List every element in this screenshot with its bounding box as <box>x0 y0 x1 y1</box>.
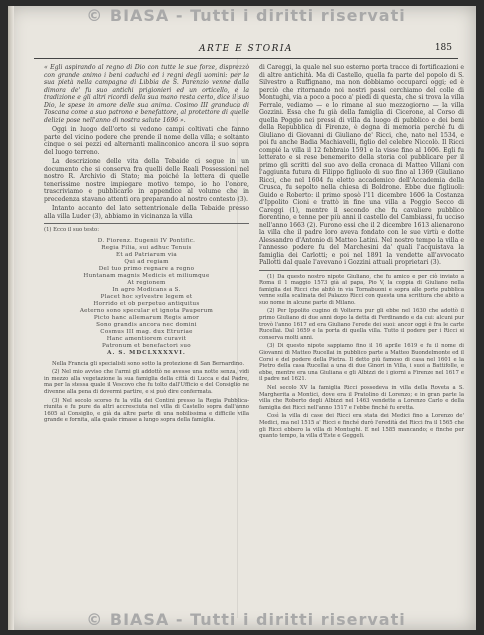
latin-inscription <box>44 238 249 357</box>
footnote: (1) Da questo nostro nipote Giuliano, che fu amico e per ciò inviato a Roma il 1 maggio 1573 già al papa, Pio V, la coppia di Giuliano nella famiglia dei Ricci che abitò in via Tornabuoni e sopra alle porte pubblica venne sulla scalinata del Palazzo Ricci con questa una scrittura che abitò a suo nome in alcune parte di Milano. <box>259 273 464 306</box>
inscription-line: Picto hanc allemarum Regis amor <box>93 314 200 321</box>
inscription-translation: « Egli aspirando al regno di Dio con tutte le sue forze, disprezzò con grande animo i beni caduchi ed i regni degli uomini: per la sua pietà nella campagna di Libbia de S. Parenzio venne dalla dimora de' fu suo antichi prigionieri ed un orticello, e la tradizione e gli altri ricordi della sua mano resta certo, dice il suo Dio, le spese in amore delle sua anima. Cosimo III granduca di Toscana come a suo patrono e benefattore, al protettore di quelle delizie pose nell'anno di nostra salute 1696 ». <box>44 64 249 124</box>
left-column <box>44 64 249 426</box>
body-paragraph: di Careggi, la quale nel suo esterno porta tracce di fortificazioni e di altre antichità. Ma di Castello, quella fa parte del popolo di S. Silvestro a Ruffignano, ma non dobbiamo occuparci oggi; ed è perciò che ritornando noi nostri passi cerchiamo del colle di Montughi, via a poco a poco a' piedi di questa, che si trova la villa Ferrale, vediamo — e lo rimane al suo mezzogiorno — la villa Gozzini. Essa che fu già della famiglia di Cicerone, al Corso di quella Poggio nei pressi di villa da luogo di pubblico e dei beni della Repubblica di Firenze, è degna di memoria perché fu di Giuliano di Giovanni di Giuliano de' Ricci, che, nato nel 1534, e poi fu anche Badia Machiavelli, figlio del celebre Niccolò. Il Ricci compié la villa il 12 febbraio 1591 e la visse fino al 1606. Egli fu letterato e si rese benemerito della storia col pubblicare per il primo gli scritti del suo avo della cronaca di Matteo Villani con l'aggiunta futura di Filippo figliuolo di suo fino al 1369 (Giuliano Ricci, che nel 1604 fu eletto accademico dell'Accademia della Crusca, fu sepolto nella chiesa di Boldrone. Ebbe due figliuoli: Guido e Roberto: il primo sposò l'11 dicembre 1606 la Costanza d'Ippolito Cioni e trattò in fine una villa a Poggio Secco di Careggi (1), mentre il secondo che fu cavaliere pubblico fiorentino, e tenne per più anni il castello del Cambiassi, fu ucciso nell'anno 1663 (2). Furono essi che il 2 dicembre 1613 alienarono la villa che il padre loro aveva fondato con le sue virtù e dotte Alessandro d'Antonio di Matteo Latini. Nel nostro tempo la villa e l'annesso podere fu del Marchesini da' quali l'acquistava la famiglia dei Carlotti; e poi nel 1891 la vendette all'avvocato Pallotti dal quale l'avevano i Gozzini attuali proprietari (3). <box>259 64 464 266</box>
footnote-intro: (1) Ecco il suo testo: <box>44 227 100 233</box>
footnote: Così la villa di case dei Ricci era stata dei Medici fino a Lorenzo de' Medici, ma nel 1515 a' Ricci e finché durò l'eredità del Ricci fra il 1565 che gli Ricci ebbero la villa di Montughi. E nel 1585 mancando; e finche per quanto tempo, la villa d'Este e Geggeli. <box>259 413 464 440</box>
inscription-line: D. Fiorenz. Eugenii IV Pontific. <box>97 237 196 244</box>
inscription-line: Horrido et ob perpetuo antiquitus <box>93 300 200 307</box>
footnote: (3) Nel secolo scorso fu la villa dei Contini presso la Regia Pubblica-riunita e fu pure da altri accresciuta nel villa di Castello sopra dall'anno 1605 al Consiglio, e già da altre parte di una nobilissima e difficile villa grande e fornita, alla quale rimase a lungo sopra della famiglia. <box>44 397 249 424</box>
page-number: 185 <box>434 43 452 53</box>
inscription-line: At regionem <box>127 279 166 286</box>
footnote: (3) Di questo nipote sappiamo fino il 16 aprile 1619 e fu il nome di Giovanni di Matteo Rucellai in pubblico parte a Matteo Buondelmonte ed il Corsi e del podere della Pietra. Il detto più famoso di casa nel 1601 e la Pietro della casa Rucellai a una di due Ginori in Villa, i suoi a Battifolle, e ebbe, mentre era una Giuliana e gli Albizzi de i giorni a Firenze nel 1617 e il padre nel 1621. <box>259 343 464 383</box>
inscription-line: Et ad Patriarum via <box>115 251 178 258</box>
footnote: (2) Per Ippolito cugino di Volterra pur gli ebbe nel 1630 che adottò il primo Giuliano di due anni dopo la detta di Ferdinando e da cui: alcuni pur trovò l'anno 1617 ed era Giuliano l'erede dei suoi: ancor oggi è fra le carte Rucellai. Dal 1659 e la porta di quella villa. Tutto il podere per i Ricci si conserva molti anni. <box>259 308 464 341</box>
running-header-title: ARTE E STORIA <box>199 44 293 54</box>
body-paragraph: Oggi in luogo dell'orto si vedono campi coltivati che fanno parte del vicino podere che prende il nome della villa; e soltanto cinque o sei pezzi ed alternanti malinconico ancora il suo sopra del luogo terreno. <box>44 126 249 156</box>
inscription-line: Hanc amentiorem curavit <box>106 335 187 342</box>
footnote: (2) Nel mio avviso che l'armi gli addottò ne avesse una notte senza, vidi in mezzo alla vegetazione la sua famiglia della città di Lucca e dal Padre, ma per la stessa quale il Vescovo che fu tolto dall'Ufficio e del Consiglio ne divenne alla pena di dovermi partire, e si può dire confermata. <box>44 369 249 395</box>
inscription-line: Aeterno sono specular et ignota Pauperum <box>79 307 214 314</box>
inscription-line: Del tuo primo regnare a regno <box>98 265 195 272</box>
inscription-date: A. S. MDCLXXXXVI. <box>107 349 186 356</box>
footnote-divider <box>44 223 249 224</box>
inscription-line: Sono grandis ancora nec domini <box>96 321 197 328</box>
inscription-line: Placet hoc sylvestre legem et <box>100 293 193 300</box>
body-paragraph: La descrizione delle vita della Tebaide ci segue in un documento che si conserva fra quelli delle Reali Possessioni nel nostro R. Archivio di Stato; ma poiché la lettera di quelle tenerissime nostre impiegare motivo tempo, io ho l'onore, trascriviamo e pubblicarlo in appendice al volume che in precedenza stavano attenti ora preparando al nostro contesto (3). <box>44 158 249 203</box>
watermark-bottom: © BIASA - Tutti i diritti riservati <box>86 610 406 629</box>
inscription-line: In agro Modicans a S. <box>112 286 181 293</box>
right-column <box>259 64 464 442</box>
footnote: Nel secolo XV la famiglia Ricci possedeva in villa della Roveta a S. Margherita a Montici, dove era il Pratolino di Lorenzo; e in gran parte la villa che Roberto degli Albizzi nel 1463 vendette a Lorenzo Carlo e della famiglia dei Ricci nell'anno 1517 e l'ebbe finché fu eretta. <box>259 385 464 411</box>
footnote-divider <box>259 270 464 271</box>
running-header <box>34 44 458 59</box>
page-spine-shadow <box>8 6 14 630</box>
inscription-line: Regia Filia, sui adhuc Tenuis <box>101 244 192 251</box>
inscription-line: Qui ad regiam <box>124 258 169 265</box>
watermark-top: © BIASA - Tutti i diritti riservati <box>86 6 406 25</box>
footnote: Nella Francia gli specialisti sono sotto la protezione di San Bernardino. <box>52 360 245 367</box>
body-paragraph: Intanto accanto del lato settentrionale della Tebaide presso alla villa Luder (3), abbiamo in vicinanza la villa <box>44 205 249 220</box>
document-page <box>8 6 476 630</box>
inscription-line: Patronum et benefactori suo <box>102 342 191 349</box>
inscription-line: Cosmus III mag. dux Etruriae <box>100 328 193 335</box>
inscription-line: Huntanam magnis Medicis et miliumque <box>83 272 210 279</box>
